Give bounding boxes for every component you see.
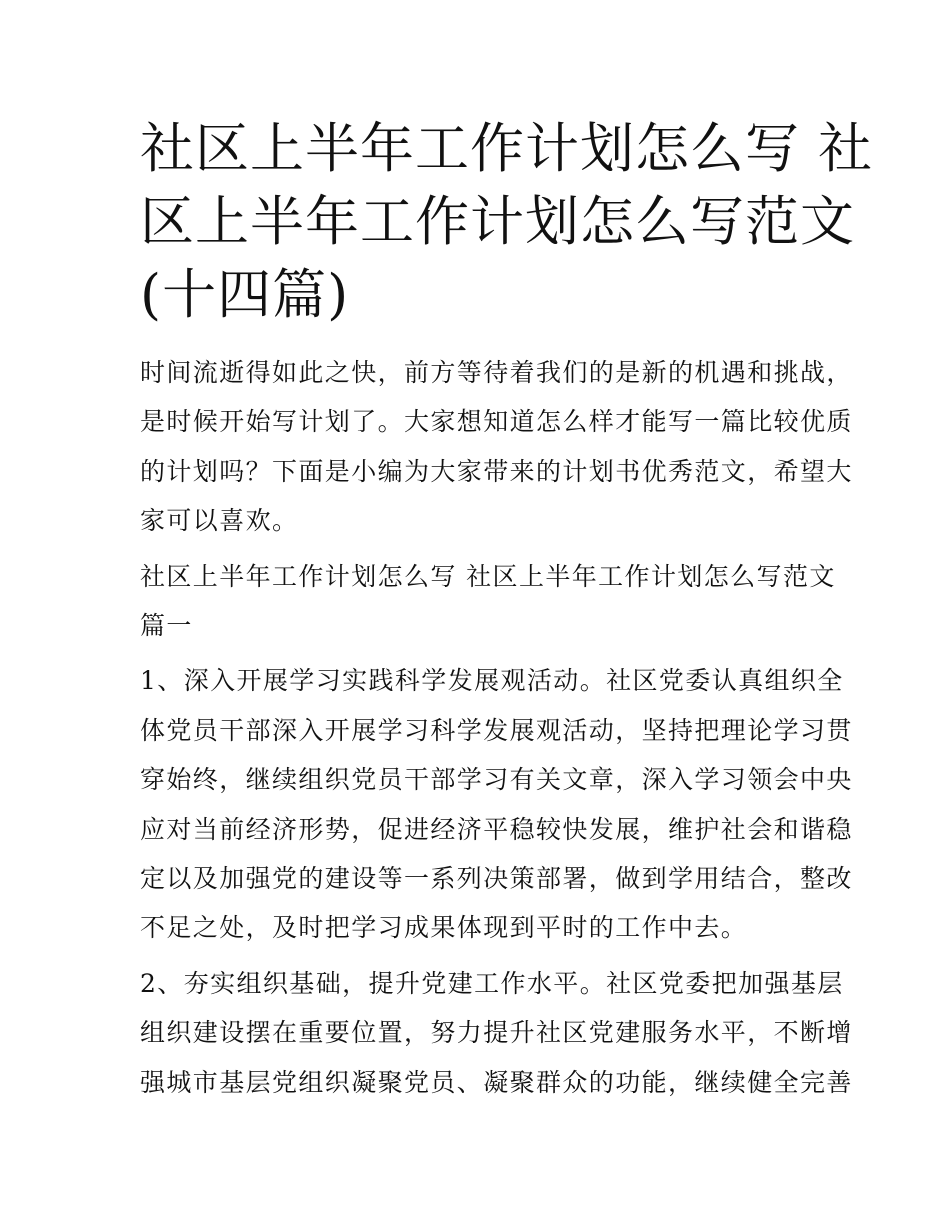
- text-line: 定以及加强党的建设等一系列决策部署，做到学用结合，整改: [140, 864, 853, 894]
- text-line: 强城市基层党组织凝聚党员、凝聚群众的功能，继续健全完善: [140, 1067, 853, 1097]
- text-line: 不足之处，及时把学习成果体现到平时的工作中去。: [140, 913, 748, 943]
- text-line: 的计划吗？下面是小编为大家带来的计划书优秀范文，希望大: [140, 456, 853, 486]
- text-line: 篇一: [140, 611, 193, 641]
- title-line: 社区上半年工作计划怎么写 社: [140, 117, 874, 180]
- paragraph-1: [140, 656, 853, 952]
- title-line: 区上半年工作计划怎么写范文: [140, 190, 855, 253]
- text-line: 是时候开始写计划了。大家想知道怎么样才能写一篇比较优质: [140, 407, 853, 437]
- title-line: (十四篇): [140, 263, 350, 326]
- paragraph-2: [140, 959, 853, 1107]
- document-title: [140, 112, 874, 331]
- text-line: 社区上半年工作计划怎么写 社区上半年工作计划怎么写范文: [140, 561, 836, 591]
- document-content: [140, 112, 874, 1107]
- text-line: 2、夯实组织基础，提升党建工作水平。社区党委把加强基层: [140, 968, 844, 998]
- intro-paragraph: [140, 348, 853, 546]
- text-line: 穿始终，继续组织党员干部学习有关文章，深入学习领会中央: [140, 765, 853, 795]
- text-line: 1、深入开展学习实践科学发展观活动。社区党委认真组织全: [140, 666, 844, 696]
- text-line: 家可以喜欢。: [140, 506, 299, 536]
- section-heading: [140, 552, 836, 651]
- text-line: 组织建设摆在重要位置，努力提升社区党建服务水平，不断增: [140, 1018, 853, 1048]
- text-line: 应对当前经济形势，促进经济平稳较快发展，维护社会和谐稳: [140, 814, 853, 844]
- text-line: 时间流逝得如此之快，前方等待着我们的是新的机遇和挑战，: [140, 358, 853, 387]
- text-line: 体党员干部深入开展学习科学发展观活动，坚持把理论学习贯: [140, 715, 853, 745]
